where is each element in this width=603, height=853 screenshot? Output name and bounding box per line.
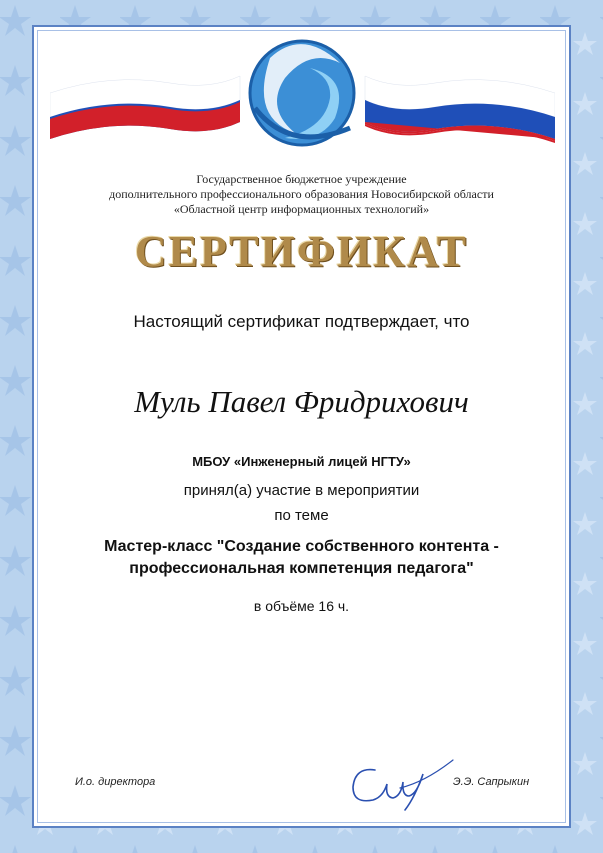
ocit-logo-with-russian-flag-icon [50, 38, 555, 158]
organization-name [40, 172, 563, 217]
event-topic-line-2: профессиональная компетенция педагога" [129, 560, 474, 577]
director-position: И.о. директора [75, 776, 156, 788]
director-name: Э.Э. Сапрыкин [453, 776, 530, 788]
topic-label: по теме [274, 507, 329, 524]
confirm-text: Настоящий сертификат подтверждает, что [133, 312, 470, 331]
organization-line-2: дополнительного профессионального образования Новосибирской области [109, 187, 494, 201]
participation-text: принял(а) участие в мероприятии [183, 482, 420, 499]
hours-volume: в объёме 16 ч. [253, 598, 350, 614]
event-topic [40, 536, 563, 580]
recipient-name: Муль Павел Фридрихович [134, 384, 469, 419]
organization-line-3: «Областной центр информационных технологий» [173, 202, 430, 216]
certificate-title: СЕРТИФИКАТ [134, 227, 469, 276]
school-name: МБОУ «Инженерный лицей НГТУ» [192, 454, 411, 469]
event-topic-line-1: Мастер-класс "Создание собственного контента - [104, 538, 499, 555]
handwritten-signature-icon [345, 752, 455, 812]
organization-line-1: Государственное бюджетное учреждение [196, 172, 407, 186]
